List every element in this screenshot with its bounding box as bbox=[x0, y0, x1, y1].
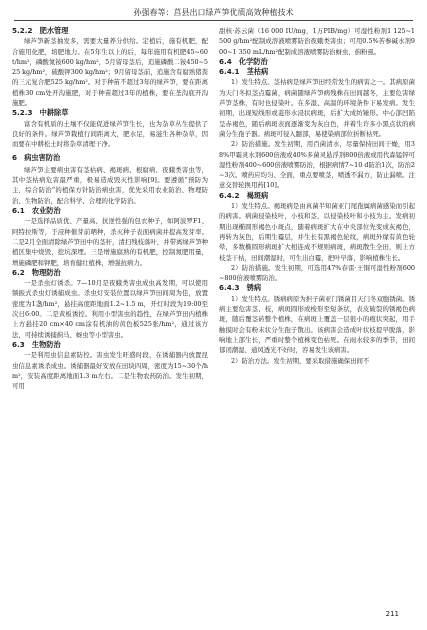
paragraph-pest-overview: 绿芦笋主要病虫害有茎枯病、褐斑病、根腐病、夜蛾类害虫等，其中茎枯病危害最严重，极易造成毁灭性影响[9]。要遵循“预防为主，综合防治”的植保方针防治病虫害，优先采用农业防治、物理防治、生物防治，配合科学、合理的化学防治。 bbox=[12, 165, 208, 205]
paragraph-brown-spot-control: 2）防治措施。发生初期，可选用47%春雷·王铜可湿性粉剂600~800倍液喷雾防治。 bbox=[219, 263, 415, 283]
paragraph-rust-features: 1）发生特点。锈病病原为担子菌亚门锈菌目天门冬双胞锈菌。锈病主要危害茎、枝，病斑圆形或梭形至短条状，表皮破裂的锈褐色病斑，随后覆茎砖整个植株，在病斑上覆盖一层很小的疱状突起，用手触摸时会有粉末状分生孢子散出。该病害会造成叶状枝提早脱落，影响地上部生长，严重时整个植株变色枯死。在雨水较多的季节，田间郁闭潮湿、通风透光不好时，容易发生该病害。 bbox=[219, 294, 415, 355]
section-heading-5-2-2: 5.2.2 肥水管理 bbox=[12, 26, 69, 35]
section-heading-5-2-3: 5.2.3 中耕除草 bbox=[12, 108, 69, 118]
running-header: 孙强春等：莒县出口绿芦笋优质高效种植技术 bbox=[14, 6, 413, 21]
section-heading-6-4-1: 6.4.1 茎枯病 bbox=[219, 67, 269, 77]
paragraph-stem-blight-features: 1）发生特点。茎枯病是绿芦笋田经常发生的病害之一。其病原菌为天门冬拟茎点霉菌，病菌随绿芦笋病残株在田间越冬，主要危害绿芦笋茎株，有时也侵染叶。在多湿、高温的环境条件下易发病。发生初期，出现短线形或菱形水浸状病斑，后扩大成纺锤形。中心部凹陷呈赤褐色，随后病斑表面逐渐变为灰白色，并着生许多小黑点状的病菌分生孢子器。病斑可侵入髓部，易使染病部位折断枯死。 bbox=[219, 78, 415, 138]
paragraph-brown-spot-features: 1）发生特点。褐斑病是由真菌半知菌亚门尾孢属病菌感染而引起的病害。病菌侵染枝叶，小枝和茎，以侵染枝叶和小枝为主。发病初期出现椭圆形褐色小斑点，随着病斑扩大在中央部位先变成灰褐色，再转为灰色，后期生霉层，并生长有黑褐色轮纹，病斑外缘有黄色轮晕，多数椭圆形病斑扩大相连成不规则病斑，病斑散生全田，则上方枝茎干枯，田间潮湿时，可生出白霉，把叶早落，影响植株生长。 bbox=[219, 202, 415, 262]
section-heading-6-4-3: 6.4.3 锈病 bbox=[219, 283, 262, 293]
section-heading-6-4-2: 6.4.2 褐斑病 bbox=[219, 190, 269, 200]
paragraph-physical-control: 一是杀虫灯诱杀。7—10月是夜蛾类害虫成虫高发期，可以使用频振式杀虫灯诱捕成虫。杀虫灯安装位置以绿芦笋田间周为佳，放置密度为1盏/hm²，悬挂高度距地面1.2~1.5 m，开灯时段为19:00至次日6:00。二是黄板诱控。利用小型害虫的趋性，在绿芦笋田内植株上方悬挂20 cm×40 cm涂有机油的黄色板525张/hm²，通过该方法，可持续诱捕蓟马、蚜虫等小型害虫。 bbox=[12, 279, 208, 339]
paragraph-fertilizer: 绿芦笋新茎抽发多，需要大量养分供给。定植后，施有机肥，配合施用化肥，培肥地力。在5年生以上的后，每年施用有机肥45~60 t/hm²，磷酸氮铵600 kg/hm²，5月留母茎后，追施磷酸二铵450~525 kg/hm²，硫酸钾300 kg/hm²；9月留母茎前，追施含有腐熟猪粪的三元复合肥525 kg/hm²。对于种苗不超过3年的绿芦笋，要在距离植株30 cm处开沟施肥，对于种苗超过3年的植株，要在垄沟底开沟施肥。 bbox=[12, 37, 208, 108]
section-heading-6-2: 6.2 物理防治 bbox=[12, 267, 61, 277]
paragraph-weeding: 富含有机质的土壤不仅能促进绿芦笋生长，也为杂草丛生提供了良好的条件。绿芦笋栽植行间距离大，肥水足，易滋生各种杂草，因而要在中耕松土时将杂草清理干净。 bbox=[12, 119, 208, 149]
section-heading-6-3: 6.3 生物防治 bbox=[12, 339, 61, 349]
paragraph-continued: 甜核·苏云菌（16 000 IU/mg，1万PIB/mg）可湿性粉剂1 125~1 500 g/hm²配制成溶液喷雾防治夜蛾类害虫；可用0.5%苦参碱水剂900~1 350 mL/hm²配制成溶液喷雾防治蚜虫、蓟粉虱。 bbox=[219, 27, 415, 56]
section-heading-6: 6 病虫害防治 bbox=[12, 152, 61, 162]
paragraph-rust-control: 2）防治方法。发生初期，要采取措施确保田间不 bbox=[231, 356, 370, 365]
page-number: 211 bbox=[385, 610, 399, 618]
paragraph-biological-control: 一是利用虫信息素防控。害虫发生旺盛时段，在诱捕器内放置昆虫信息素诱杀成虫。诱捕器最好安放在田块四周，密度为15~30个/hm²，安装高度距离地面1.3 m左右。二是生物农药防治。发生初期，可用 bbox=[12, 351, 208, 391]
left-column bbox=[12, 26, 208, 391]
section-heading-6-1: 6.1 农业防治 bbox=[12, 206, 61, 216]
paragraph-stem-blight-control: 2）防治措施。发生初期，用百菌清水，尽量保持田间干燥，用38%甲霜灵水剂600倍液或40%多菌灵悬浮剂800倍液或用代森锰锌可湿性粉剂400~600倍液喷雾防治，根据病情7~10 d防治1次，防治2~3次。喷药应均匀、全面，重点要喷茎，喷透不漏方，防止漏喷。注意交替轮换用药[10]。 bbox=[219, 140, 415, 190]
section-heading-6-4: 6.4 化学防治 bbox=[219, 56, 268, 66]
right-column bbox=[219, 26, 415, 366]
paragraph-agricultural-control: 一是选择品质优、产量高、抗逆性强的包衣种子，如阿波罗F1、阿特拉斯等，于浸种催芽前晒种，杀灭种子表面病菌并提高发芽率。二是2月全面清除绿芦笋田中的茎秆，清扫残枝落叶，并带离绿芦笋种植区集中烧毁，挖坑深埋。三是增施腐熟的有机肥，控制氮肥用量，增施磷肥和钾肥，培育健壮植株，增强抗病力。 bbox=[12, 217, 208, 267]
